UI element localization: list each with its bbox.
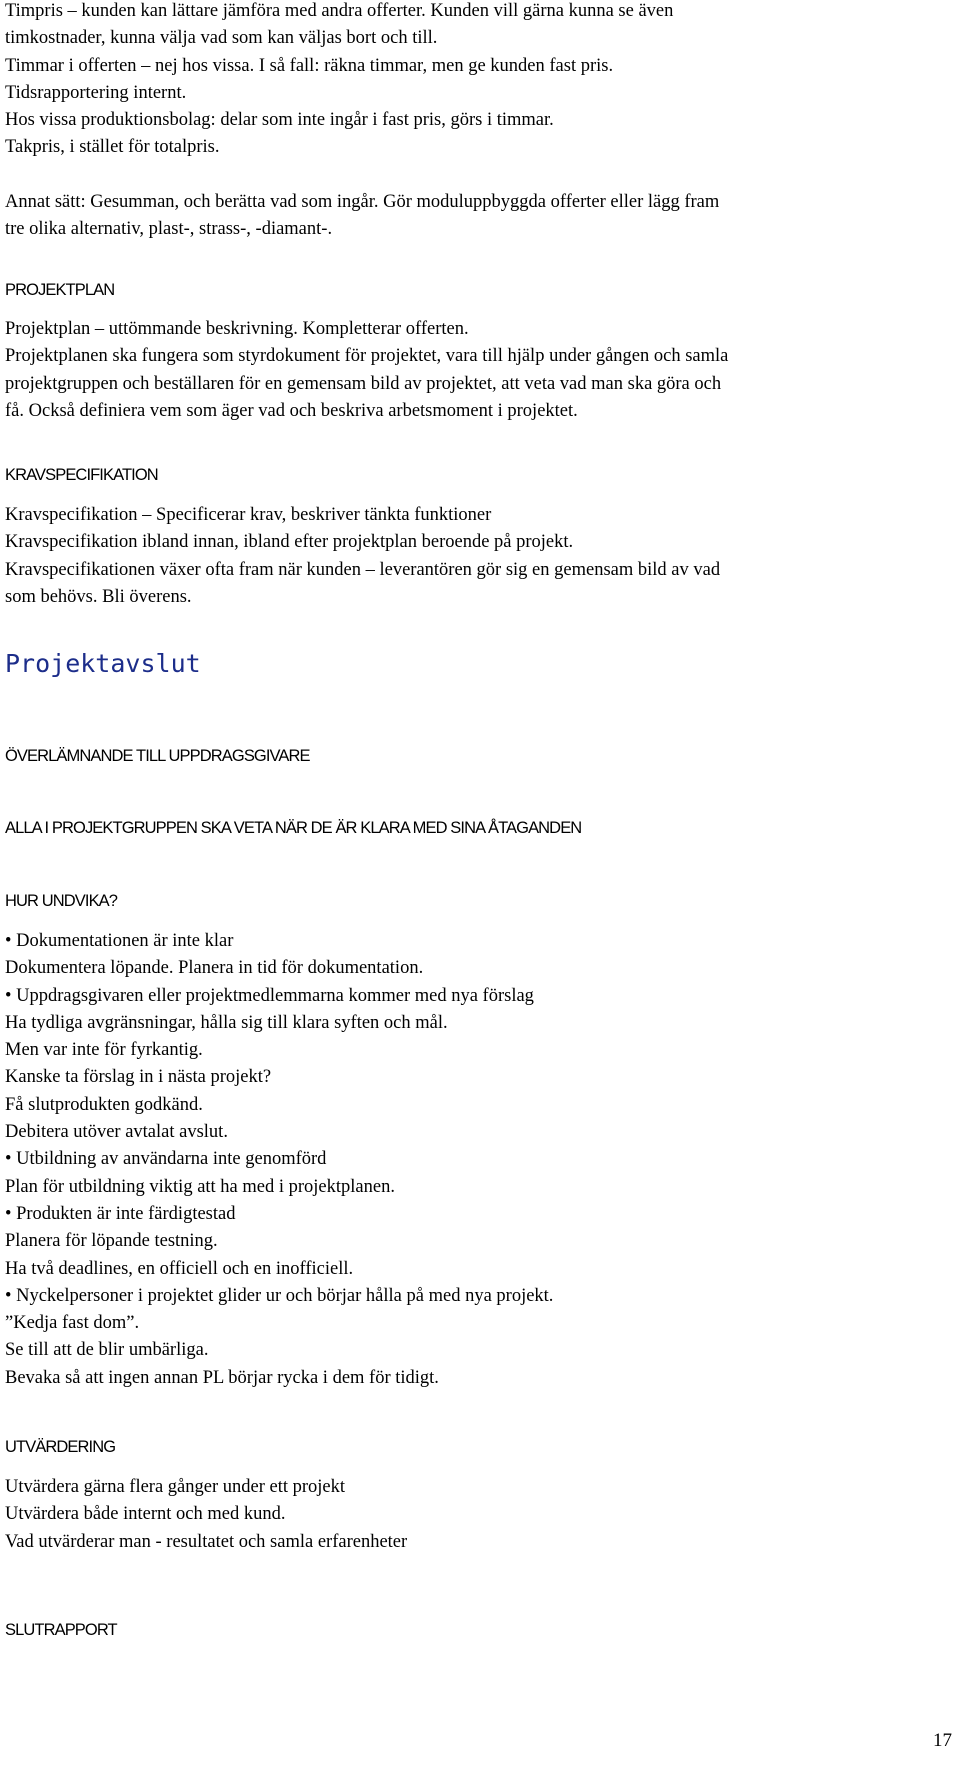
list-item: Ha två deadlines, en officiell och en inofficiell. xyxy=(5,1258,354,1279)
list-item: • Nyckelpersoner i projektet glider ur och börjar hålla på med nya projekt. xyxy=(5,1285,554,1306)
list-item: • Utbildning av användarna inte genomförd xyxy=(5,1149,327,1170)
text-line: Kravspecifikationen växer ofta fram när kunden – leverantören gör sig en gemensam bild av vad xyxy=(5,559,721,580)
heading-alla-i-projektgruppen: ALLA I PROJEKTGRUPPEN SKA VETA NÄR DE ÄR KLARA MED SINA ÅTAGANDEN xyxy=(5,819,582,837)
list-item: ”Kedja fast dom”. xyxy=(5,1313,140,1334)
text-line: Kravspecifikation – Specificerar krav, beskriver tänkta funktioner xyxy=(5,505,492,525)
text-line: timkostnader, kunna välja vad som kan väljas bort och till. xyxy=(5,28,438,49)
text-line: Annat sätt: Gesumman, och berätta vad som ingår. Gör moduluppbyggda offerter eller lägg fram xyxy=(5,192,720,212)
text-line: projektgruppen och beställaren för en gemensam bild av projektet, att veta vad man ska göra och xyxy=(5,373,722,394)
text-line: Utvärdera gärna flera gånger under ett projekt xyxy=(5,1477,346,1497)
list-item: Ha tydliga avgränsningar, hålla sig till klara syften och mål. xyxy=(5,1012,448,1033)
pricing-notes xyxy=(5,0,673,162)
heading-utvardering: UTVÄRDERING xyxy=(5,1438,116,1456)
list-item: Se till att de blir umbärliga. xyxy=(5,1340,209,1361)
list-item: Bevaka så att ingen annan PL börjar rycka i dem för tidigt. xyxy=(5,1367,439,1388)
list-item: Kanske ta förslag in i nästa projekt? xyxy=(5,1067,272,1088)
text-line: Projektplanen ska fungera som styrdokument för projektet, vara till hjälp under gången och samla xyxy=(5,346,729,367)
text-line: Timpris – kunden kan lättare jämföra med andra offerter. Kunden vill gärna kunna se även xyxy=(5,1,674,21)
page-number: 17 xyxy=(933,1730,952,1751)
list-item: Plan för utbildning viktig att ha med i projektplanen. xyxy=(5,1176,395,1197)
list-item: • Produkten är inte färdigtestad xyxy=(5,1203,236,1224)
hur-undvika-list xyxy=(5,928,553,1392)
kravspec-paragraph xyxy=(5,502,720,611)
list-item: Men var inte för fyrkantig. xyxy=(5,1040,203,1061)
heading-kravspecifikation: KRAVSPECIFIKATION xyxy=(5,466,158,484)
text-line: Timmar i offerten – nej hos vissa. I så fall: räkna timmar, men ge kunden fast pris. xyxy=(5,55,614,76)
text-line: Utvärdera både internt och med kund. xyxy=(5,1504,286,1525)
text-line: Tidsrapportering internt. xyxy=(5,82,187,103)
list-item: • Uppdragsgivaren eller projektmedlemmarna kommer med nya förslag xyxy=(5,985,534,1006)
alternative-paragraph xyxy=(5,189,719,244)
heading-hur-undvika: HUR UNDVIKA? xyxy=(5,892,118,910)
list-item: Få slutprodukten godkänd. xyxy=(5,1094,203,1115)
heading-overlamnande: ÖVERLÄMNANDE TILL UPPDRAGSGIVARE xyxy=(5,747,310,765)
text-line: tre olika alternativ, plast-, strass-, -diamant-. xyxy=(5,219,333,240)
text-line: som behövs. Bli överens. xyxy=(5,586,192,607)
text-line: Kravspecifikation ibland innan, ibland efter projektplan beroende på projekt. xyxy=(5,532,574,553)
text-line: Vad utvärderar man - resultatet och samla erfarenheter xyxy=(5,1531,408,1552)
text-line: Projektplan – uttömmande beskrivning. Kompletterar offerten. xyxy=(5,319,469,339)
list-item: Dokumentera löpande. Planera in tid för dokumentation. xyxy=(5,958,424,979)
list-item: Planera för löpande testning. xyxy=(5,1231,218,1252)
heading-projektplan: PROJEKTPLAN xyxy=(5,281,115,299)
section-title-projektavslut: Projektavslut xyxy=(5,649,201,678)
list-item: • Dokumentationen är inte klar xyxy=(5,931,234,951)
heading-slutrapport: SLUTRAPPORT xyxy=(5,1621,117,1639)
text-line: Hos vissa produktionsbolag: delar som inte ingår i fast pris, görs i timmar. xyxy=(5,110,554,131)
text-line: få. Också definiera vem som äger vad och beskriva arbetsmoment i projektet. xyxy=(5,400,578,421)
utvardering-list xyxy=(5,1474,407,1556)
text-line: Takpris, i stället för totalpris. xyxy=(5,137,220,158)
list-item: Debitera utöver avtalat avslut. xyxy=(5,1122,228,1143)
projektplan-paragraph xyxy=(5,316,728,425)
